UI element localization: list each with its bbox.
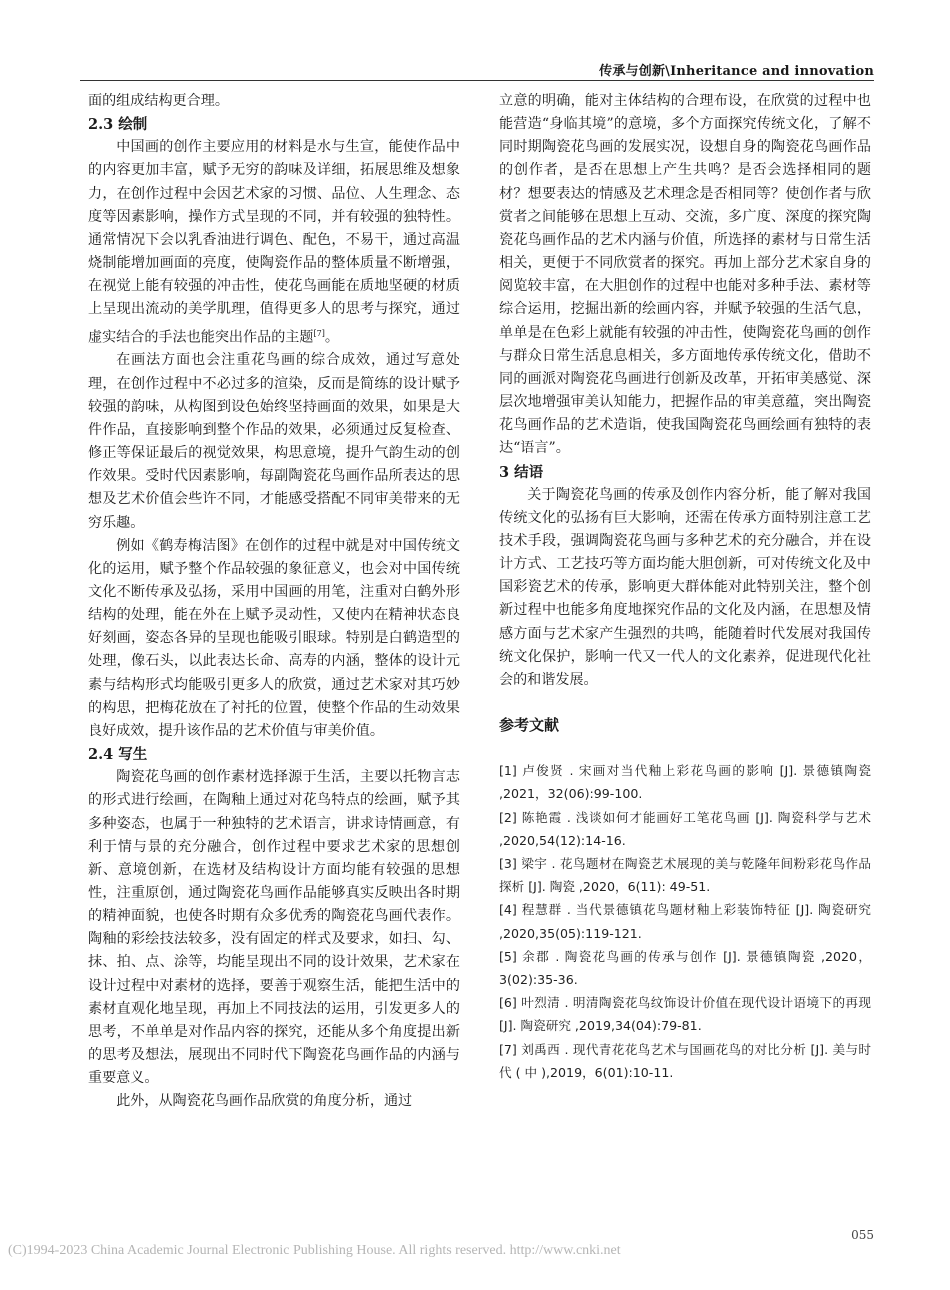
- paragraph: 此外，从陶瓷花鸟画作品欣赏的角度分析，通过: [116, 1093, 413, 1110]
- copyright-footer: (C)1994-2023 China Academic Journal Electronic Publishing House. All rights reserved. http://www.cnki.net: [8, 1243, 621, 1258]
- paragraph-text: 中国画的创作主要应用的材料是水与生宣，能使作品中的内容更加丰富，赋予无穷的韵味及详细，拓展思维及想象力，在创作过程中会因艺术家的习惯、品位、人生理念、态度等因素影响，操作方式呈现的不同，并有较强的独特性。通常情况下会以乳香油进行调色、配色，不易干，通过高温烧制能增加画面的亮度，使陶瓷作品的整体质量不断增强，在视觉上能有较强的冲击性，使花鸟画能在质地坚硬的材质上呈现出流动的美学肌理，值得更多人的思考与探究，通过虚实结合的手法也能突出作品的主题: [88, 139, 460, 346]
- section-heading-3: 3 结语: [499, 463, 544, 481]
- paragraph: 例如《鹤寿梅洁图》在创作的过程中就是对中国传统文化的运用，赋予整个作品较强的象征意义，也会对中国传统文化不断传承及弘扬，采用中国画的用笔，注重对白鹤外形结构的处理，能在外在上赋予灵动性，又使内在精神状态良好刻画，姿态各异的呈现也能吸引眼球。特别是白鹤造型的处理，像石头，以此表达长命、高寿的内涵，整体的设计元素与结构形式均能吸引更多人的欣赏，通过艺术家对其巧妙的构思，把梅花放在了衬托的位置，使整个作品的生动效果良好成效，提升该作品的艺术价值与审美价值。: [88, 537, 460, 739]
- reference-item: [1] 卢俊贤 . 宋画对当代釉上彩花鸟画的影响 [J]. 景德镇陶瓷 ,2021，32(06):99-100.: [499, 763, 871, 802]
- section-heading-2-3: 2.3 绘制: [88, 116, 148, 134]
- reference-item: [5] 余郡 . 陶瓷花鸟画的传承与创作 [J]. 景德镇陶瓷 ,2020，3(02):35-36.: [499, 948, 871, 988]
- running-header: 传承与创新\Inheritance and innovation: [599, 64, 874, 79]
- paragraph-continued: 立意的明确，能对主体结构的合理布设，在欣赏的过程中也能营造“身临其境”的意境，多个方面探究传统文化，了解不同时期陶瓷花鸟画的发展实况，设想自身的陶瓷花鸟画作品的创作者，是否在思想上产生共鸣？是否会选择相同的题材？想要表达的情感及艺术理念是否相同等？使创作者与欣赏者之间能够在思想上互动、交流，多广度、深度的探究陶瓷花鸟画作品的艺术内涵与价值，所选择的素材与日常生活相关，更便于不同欣赏者的探究。再加上部分艺术家自身的阅览较丰富，在大胆创作的过程中也能对多种手法、素材等综合运用，挖掘出新的绘画内容，并赋予较强的生活气息，单单是在色彩上就能有较强的冲击性，使陶瓷花鸟画的创作与群众日常生活息息相关，多方面地传承传统文化，借助不同的画派对陶瓷花鸟画进行创新及改革，开拓审美感觉、深层次地增强审美认知能力，把握作品的审美意蕴，突出陶瓷花鸟画作品的艺术造诣，使我国陶瓷花鸟画绘画有独特的表达“语言”。: [499, 93, 871, 457]
- reference-item: [2] 陈艳霞 . 浅谈如何才能画好工笔花鸟画 [J]. 陶瓷科学与艺术 ,2020,54(12):14-16.: [499, 809, 871, 848]
- references-title: 参考文献: [499, 716, 560, 735]
- paragraph: [88, 136, 460, 349]
- page-number: 055: [851, 1228, 874, 1242]
- paragraph-continued: 面的组成结构更合理。: [88, 93, 229, 109]
- citation-mark: [7]: [313, 328, 325, 338]
- reference-item: [4] 程慧群 . 当代景德镇花鸟题材釉上彩装饰特征 [J]. 陶瓷研究 ,2020,35(05):119-121.: [499, 902, 871, 941]
- header-rule: [80, 80, 874, 81]
- reference-item: [7] 刘禹西 . 现代青花花鸟艺术与国画花鸟的对比分析 [J]. 美与时代 ( 中 ),2019，6(01):10-11.: [499, 1041, 871, 1080]
- left-column: [88, 90, 460, 1114]
- reference-item: [3] 梁宇 . 花鸟题材在陶瓷艺术展现的美与乾隆年间粉彩花鸟作品探析 [J]. 陶瓷 ,2020，6(11): 49-51.: [499, 856, 871, 895]
- right-column: [499, 90, 871, 1084]
- section-heading-2-4: 2.4 写生: [88, 746, 148, 764]
- paragraph: 关于陶瓷花鸟画的传承及创作内容分析，能了解对我国传统文化的弘扬有巨大影响，还需在传承方面特别注意工艺技术手段，强调陶瓷花鸟画与多种艺术的充分融合，并在设计方式、工艺技巧等方面均能大胆创新，可对传统文化及中国彩瓷艺术的传承，影响更大群体能对此特别关注，整个创新过程中也能多角度地探究作品的文化及内涵，在思想及情感方面与艺术家产生强烈的共鸣，能随着时代发展对我国传统文化保护，影响一代又一代人的文化素养，促进现代化社会的和谐发展。: [499, 486, 871, 688]
- reference-item: [6] 叶烈清 . 明清陶瓷花鸟纹饰设计价值在现代设计语境下的再现 [J]. 陶瓷研究 ,2019,34(04):79-81.: [499, 995, 871, 1034]
- paragraph: 陶瓷花鸟画的创作素材选择源于生活，主要以托物言志的形式进行绘画，在陶釉上通过对花鸟特点的绘画，赋予其多种姿态，也属于一种独特的艺术语言，讲求诗情画意，有利于情与景的充分融合，创作过程中要求艺术家的思想创新、意境创新，在选材及结构设计方面均能有较强的思想性，注重原创，通过陶瓷花鸟画作品能够真实反映出各时期的精神面貌，也使各时期有众多优秀的陶瓷花鸟画代表作。陶釉的彩绘技法较多，没有固定的样式及要求，如扫、勾、抹、拍、点、涂等，均能呈现出不同的设计效果，艺术家在设计过程中对素材的选择，要善于观察生活，能把生活中的素材直观化地呈现，再加上不同技法的运用，引发更多人的思考，不单单是对作品内容的探究，还能从多个角度提出新的思考及想法，展现出不同时代下陶瓷花鸟画作品的内涵与重要意义。: [88, 769, 460, 1087]
- paragraph-end: 。: [324, 329, 339, 346]
- paragraph: 在画法方面也会注重花鸟画的综合成效，通过写意处理，在创作过程中不必过多的渲染，反而是简练的设计赋予较强的韵味，从构图到设色始终坚持画面的效果，如果是大件作品，直接影响到整个作品的效果，必须通过反复检查、修正等保证最后的视觉效果，构思意境，提升气韵生动的创作效果。受时代因素影响，每副陶瓷花鸟画作品所表达的思想及艺术价值会些许不同，才能感受搭配不同审美带来的无穷乐趣。: [88, 352, 460, 531]
